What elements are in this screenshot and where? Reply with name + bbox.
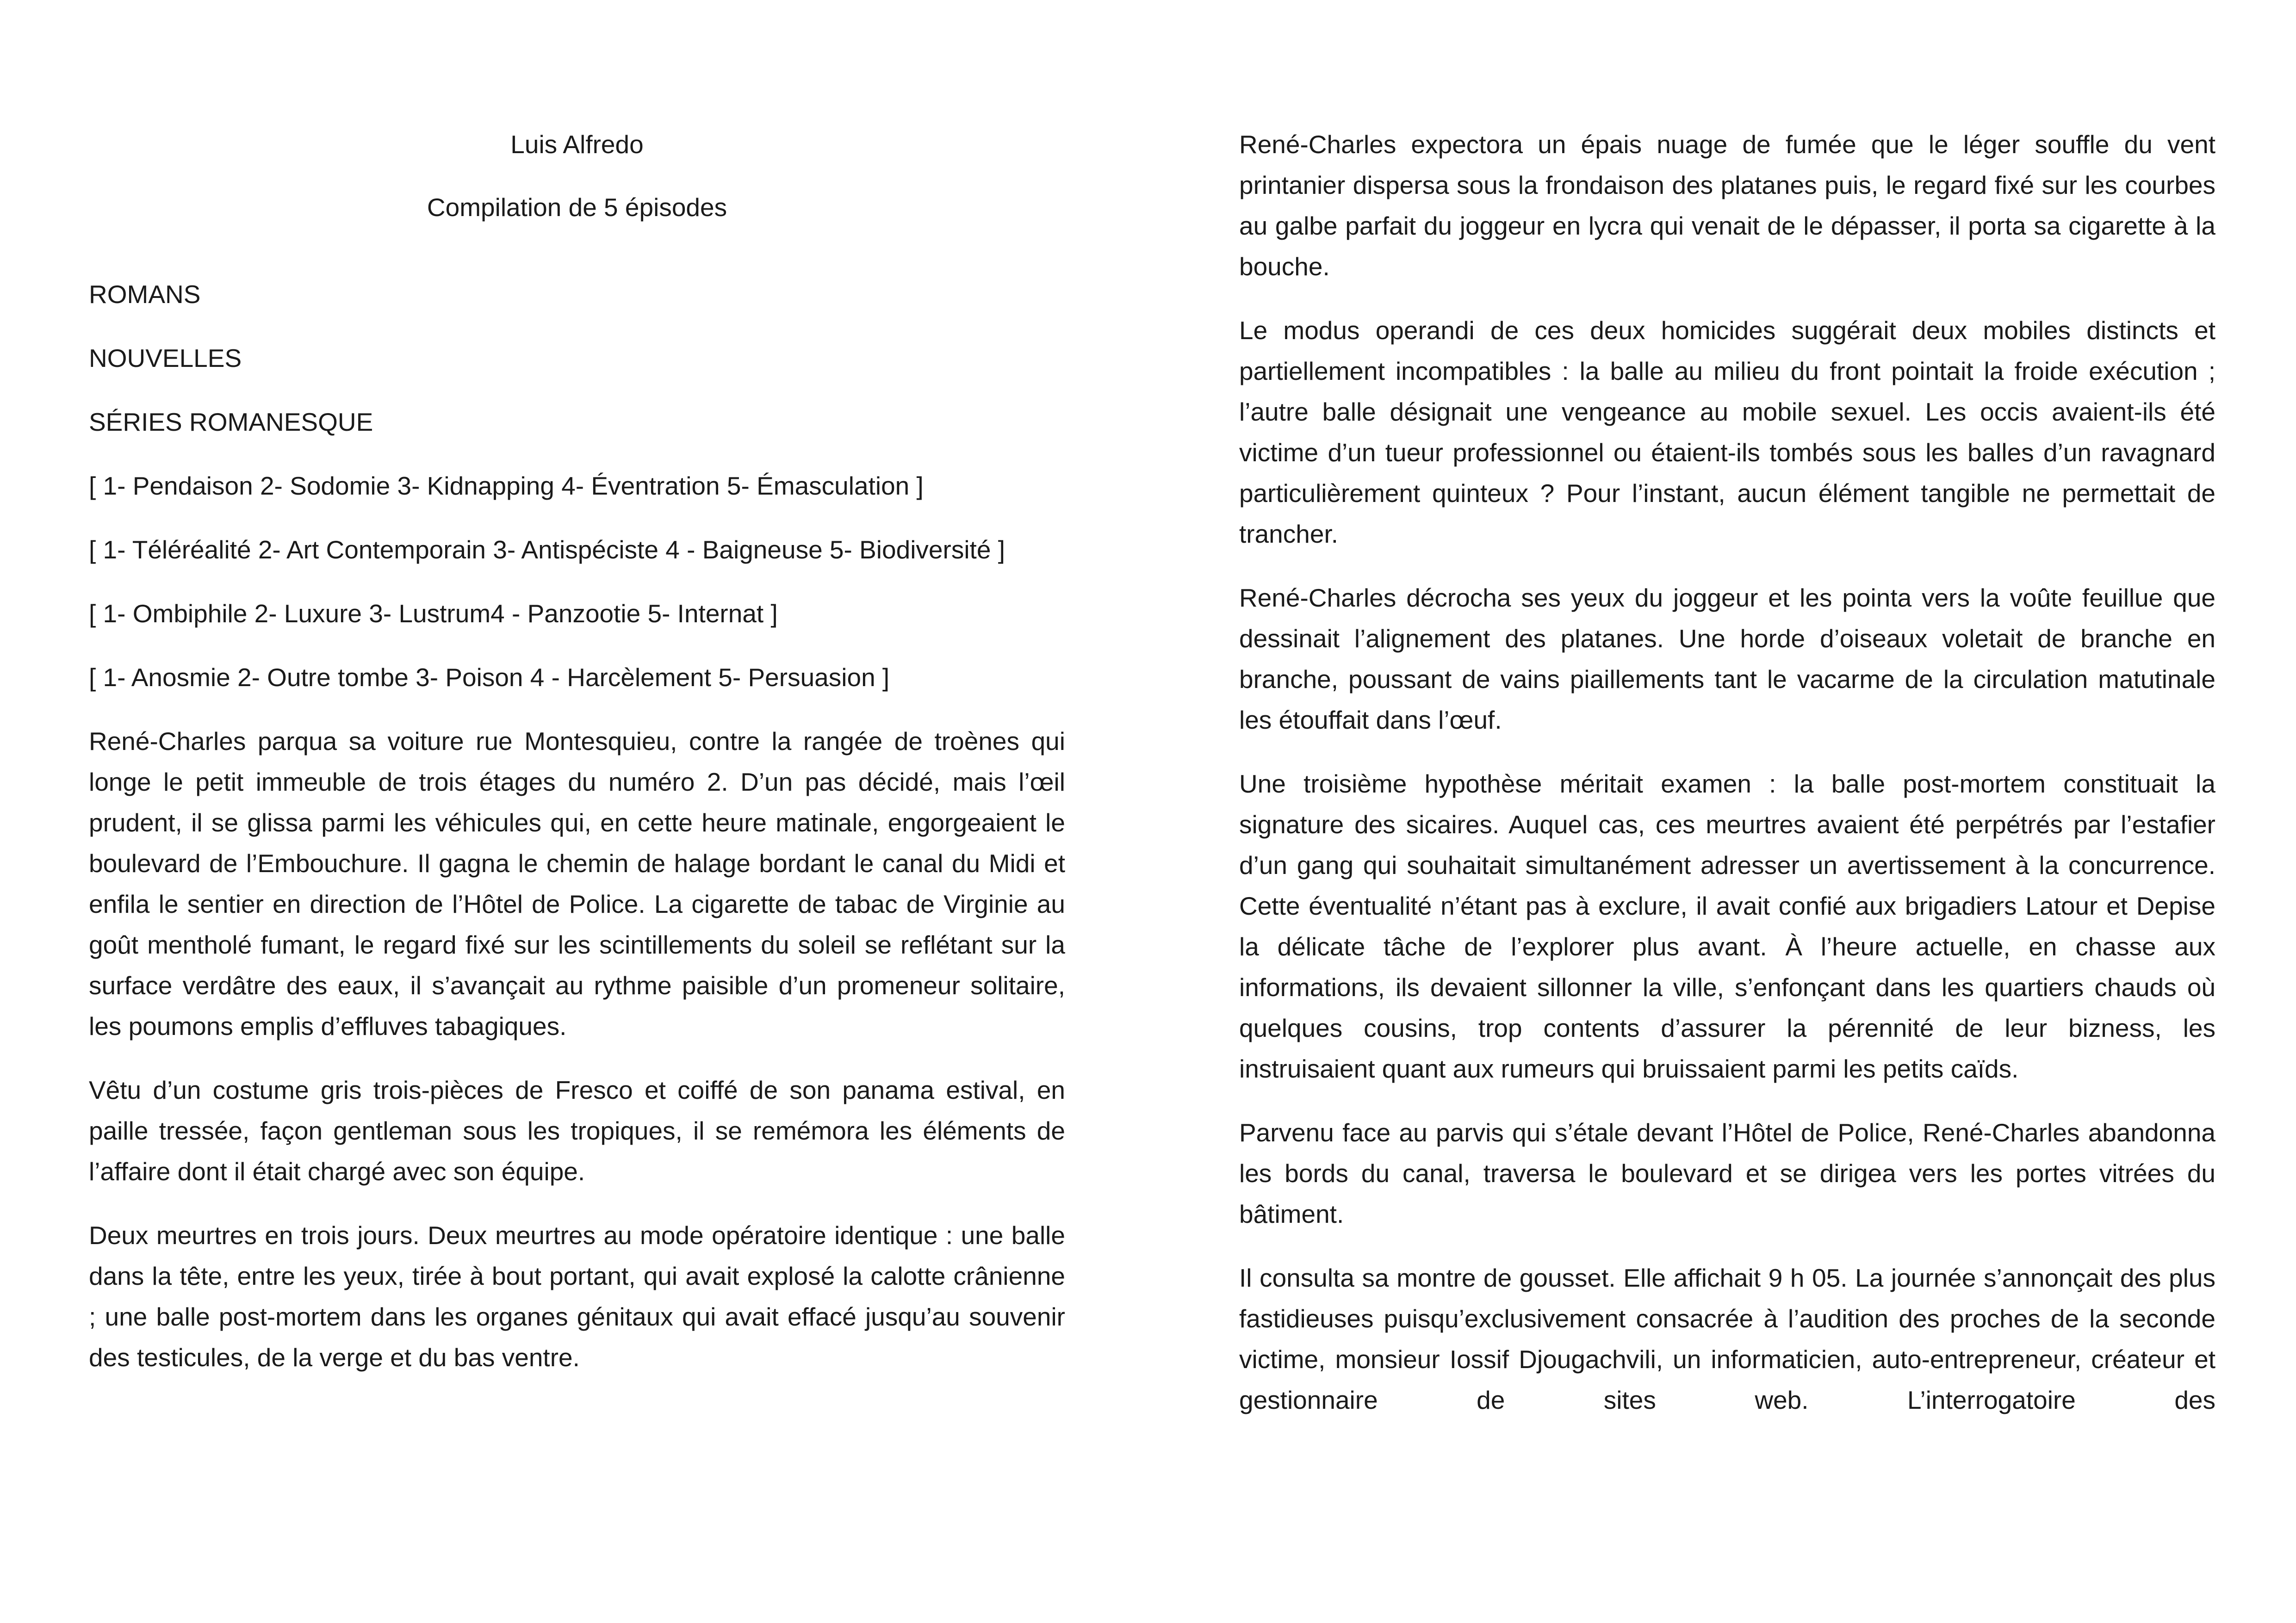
left-column bbox=[89, 124, 1065, 1401]
right-column bbox=[1239, 124, 2215, 1443]
paragraph: Le modus operandi de ces deux homicides suggérait deux mobiles distincts et partiellement incompatibles : la balle au milieu du front pointait la froide exécution ; l’autre balle désignait une vengeance au mobile sexuel. Les occis avaient-ils été victime d’un tueur professionnel ou étaient-ils tombés sous les balles d’un ravagnard particulièrement quinteux ? Pour l’instant, aucun élément tangible ne permettait de trancher. bbox=[1239, 316, 2215, 548]
category-nouvelles: NOUVELLES bbox=[89, 344, 242, 372]
paragraph: René-Charles expectora un épais nuage de fumée que le léger souffle du vent printanier dispersa sous la frondaison des platanes puis, le regard fixé sur les courbes au galbe parfait du joggeur en lycra qui venait de le dépasser, il porta sa cigarette à la bouche. bbox=[1239, 130, 2215, 281]
series-list-4: [ 1- Anosmie 2- Outre tombe 3- Poison 4 - Harcèlement 5- Persuasion ] bbox=[89, 663, 890, 692]
category-romans: ROMANS bbox=[89, 280, 201, 309]
series-list-3: [ 1- Ombiphile 2- Luxure 3- Lustrum4 - Panzootie 5- Internat ] bbox=[89, 599, 778, 628]
paragraph: René-Charles parqua sa voiture rue Montesquieu, contre la rangée de troènes qui longe le petit immeuble de trois étages du numéro 2. D’un pas décidé, mais l’œil prudent, il se glissa parmi les véhicules qui, en cette heure matinale, engorgeaient le boulevard de l’Embouchure. Il gagna le chemin de halage bordant le canal du Midi et enfila le sentier en direction de l’Hôtel de Police. La cigarette de tabac de Virginie au goût mentholé fumant, le regard fixé sur les scintillements du soleil se reflétant sur la surface verdâtre des eaux, il s’avançait au rythme paisible d’un promeneur solitaire, les poumons emplis d’effluves tabagiques. bbox=[89, 727, 1065, 1041]
paragraph: Une troisième hypothèse méritait examen : la balle post-mortem constituait la signature des sicaires. Auquel cas, ces meurtres avaient été perpétrés par l’estafier d’un gang qui souhaitait simultanément adresser un avertissement à la concurrence. Cette éventualité n’étant pas à exclure, il avait confié aux brigadiers Latour et Depise la délicate tâche de l’explorer plus avant. À l’heure actuelle, en chasse aux informations, ils devaient sillonner la ville, s’enfonçant dans les quartiers chauds où quelques cousins, trop contents d’assurer la pérennité de leur bizness, les instruisaient quant aux rumeurs qui bruissaient parmi les petits caïds. bbox=[1239, 769, 2215, 1083]
series-list-1: [ 1- Pendaison 2- Sodomie 3- Kidnapping 4- Éventration 5- Émasculation ] bbox=[89, 471, 924, 500]
author-name: Luis Alfredo bbox=[510, 130, 644, 159]
category-series-romanesque: SÉRIES ROMANESQUE bbox=[89, 408, 373, 436]
paragraph: Parvenu face au parvis qui s’étale devant l’Hôtel de Police, René-Charles abandonna les bords du canal, traversa le boulevard et se dirigea vers les portes vitrées du bâtiment. bbox=[1239, 1118, 2215, 1228]
paragraph-continued: Il consulta sa montre de gousset. Elle affichait 9 h 05. La journée s’annonçait des plus fastidieuses puisqu’exclusivement consacrée à l’audition des proches de la seconde victime, monsieur Iossif Djougachvili, un informaticien, auto-entrepreneur, créateur et gestionnaire de sites web. L’interrogatoire des bbox=[1239, 1264, 2215, 1414]
paragraph: Vêtu d’un costume gris trois-pièces de Fresco et coiffé de son panama estival, en paille tressée, façon gentleman sous les tropiques, il se remémora les éléments de l’affaire dont il était chargé avec son équipe. bbox=[89, 1076, 1065, 1186]
paragraph: René-Charles décrocha ses yeux du joggeur et les pointa vers la voûte feuillue que dessinait l’alignement des platanes. Une horde d’oiseaux voletait de branche en branche, poussant de vains piaillements tant le vacarme de la circulation matutinale les étouffait dans l’œuf. bbox=[1239, 583, 2215, 734]
series-list-2: [ 1- Téléréalité 2- Art Contemporain 3- Antispéciste 4 - Baigneuse 5- Biodiversité ] bbox=[89, 535, 1005, 564]
paragraph: Deux meurtres en trois jours. Deux meurtres au mode opératoire identique : une balle dans la tête, entre les yeux, tirée à bout portant, qui avait explosé la calotte crânienne ; une balle post-mortem dans les organes génitaux qui avait effacé jusqu’au souvenir des testicules, de la verge et du bas ventre. bbox=[89, 1221, 1065, 1372]
compilation-subtitle: Compilation de 5 épisodes bbox=[427, 193, 727, 222]
